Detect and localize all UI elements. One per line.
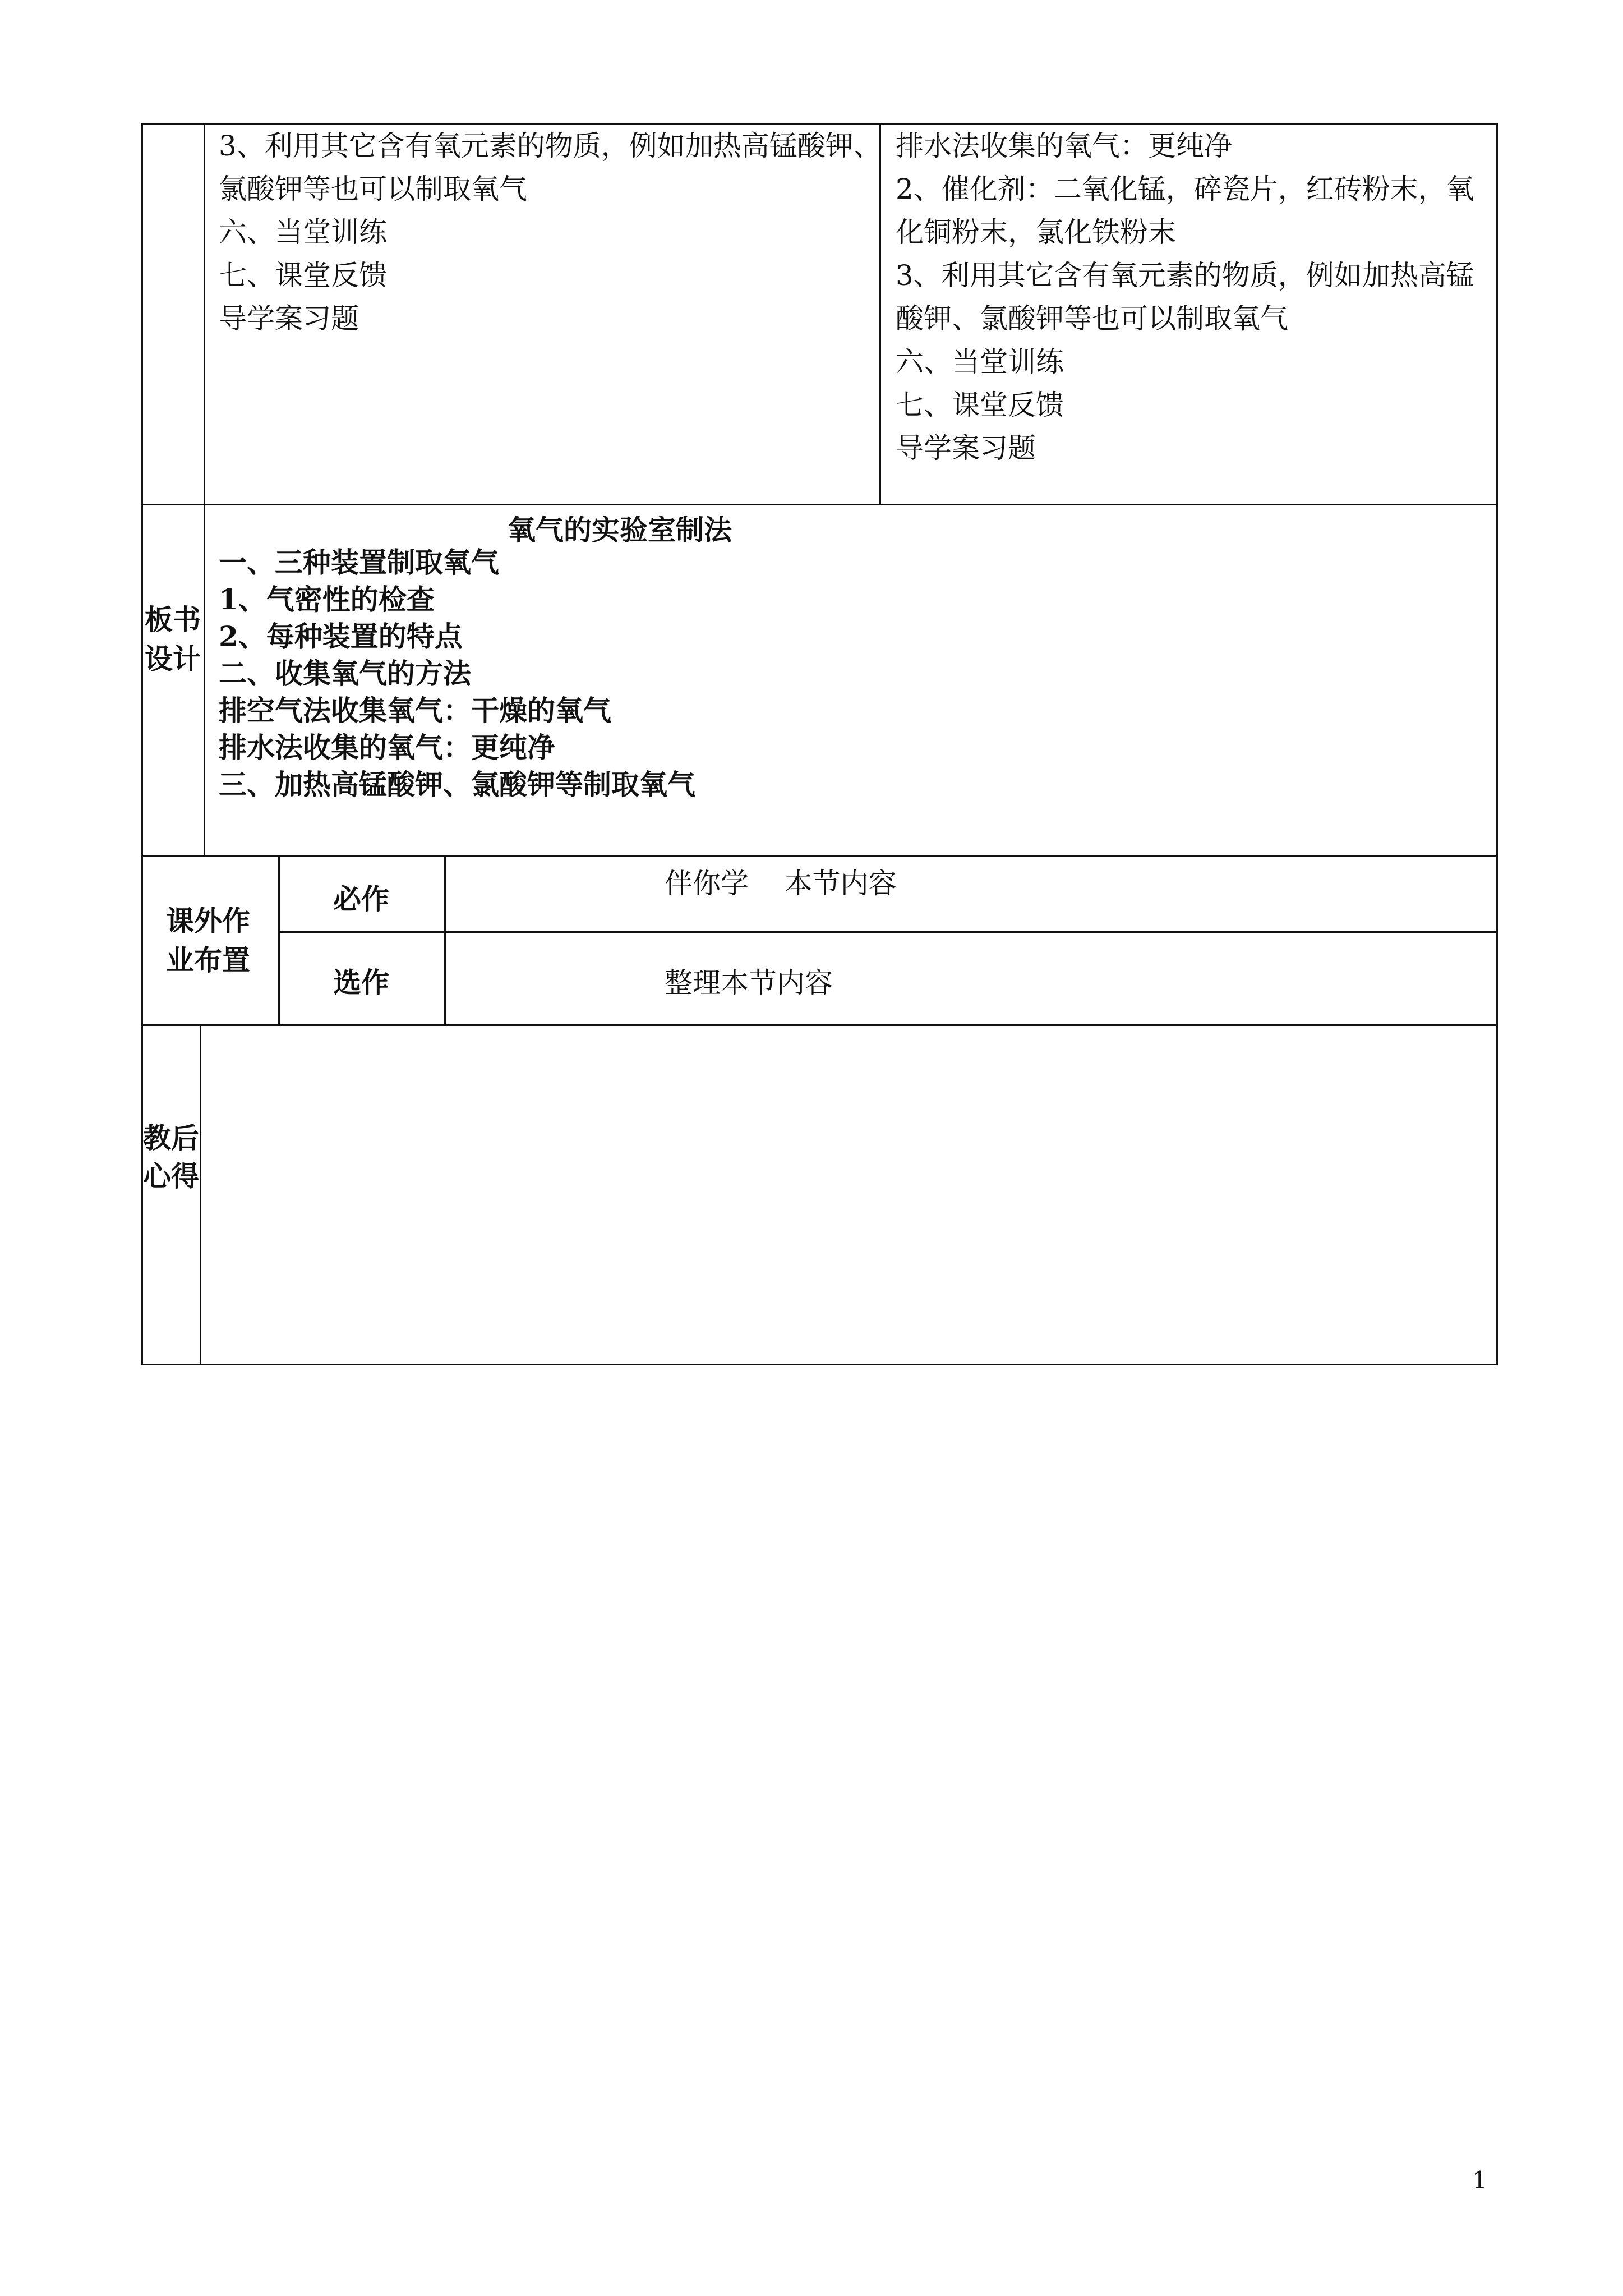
top-left-cell <box>219 125 882 341</box>
board-design-content <box>219 544 695 803</box>
text-line: 七、课堂反馈 <box>896 389 1064 421</box>
optional-text: 整理本节内容 <box>665 967 833 999</box>
text-line: 氯酸钾等也可以制取氧气 <box>219 173 527 205</box>
optional-label: 选作 <box>333 966 389 999</box>
text-line: 六、当堂训练 <box>896 346 1064 378</box>
homework-label-line1: 课外作 <box>166 904 250 937</box>
text-line: 导学案习题 <box>219 302 359 335</box>
page-number: 1 <box>1472 2166 1487 2194</box>
board-line: 2、每种装置的特点 <box>219 620 463 653</box>
board-line: 三、加热高锰酸钾、氯酸钾等制取氧气 <box>219 768 695 801</box>
text-line: 导学案习题 <box>896 432 1036 464</box>
homework-label <box>166 901 250 980</box>
homework-label-line2: 业布置 <box>166 944 250 977</box>
text-line: 七、课堂反馈 <box>219 259 387 292</box>
text-line: 排水法收集的氧气：更纯净 <box>896 130 1232 162</box>
text-line: 六、当堂训练 <box>219 216 387 249</box>
top-right-cell <box>896 125 1474 470</box>
board-line: 二、收集氧气的方法 <box>219 657 471 690</box>
required-label: 必作 <box>333 882 389 915</box>
reflection-label: 教后心得 <box>143 1121 199 1193</box>
text-line: 化铜粉末，氯化铁粉末 <box>896 216 1176 249</box>
board-line: 排空气法收集氧气：干燥的氧气 <box>219 694 611 727</box>
board-line: 排水法收集的氧气：更纯净 <box>219 731 555 764</box>
text-line: 2、催化剂：二氧化锰，碎瓷片，红砖粉末，氧 <box>896 173 1474 205</box>
board-line: 1、气密性的检查 <box>219 583 435 616</box>
board-line: 一、三种装置制取氧气 <box>219 546 499 579</box>
text-line: 酸钾、氯酸钾等也可以制取氧气 <box>896 302 1288 335</box>
board-design-title: 氧气的实验室制法 <box>508 513 732 546</box>
text-line: 3、利用其它含有氧元素的物质，例如加热高锰酸钾、 <box>219 130 882 162</box>
required-text: 伴你学 本节内容 <box>665 867 897 900</box>
board-design-label: 板书设计 <box>145 603 201 675</box>
text-line: 3、利用其它含有氧元素的物质，例如加热高锰 <box>896 259 1474 292</box>
